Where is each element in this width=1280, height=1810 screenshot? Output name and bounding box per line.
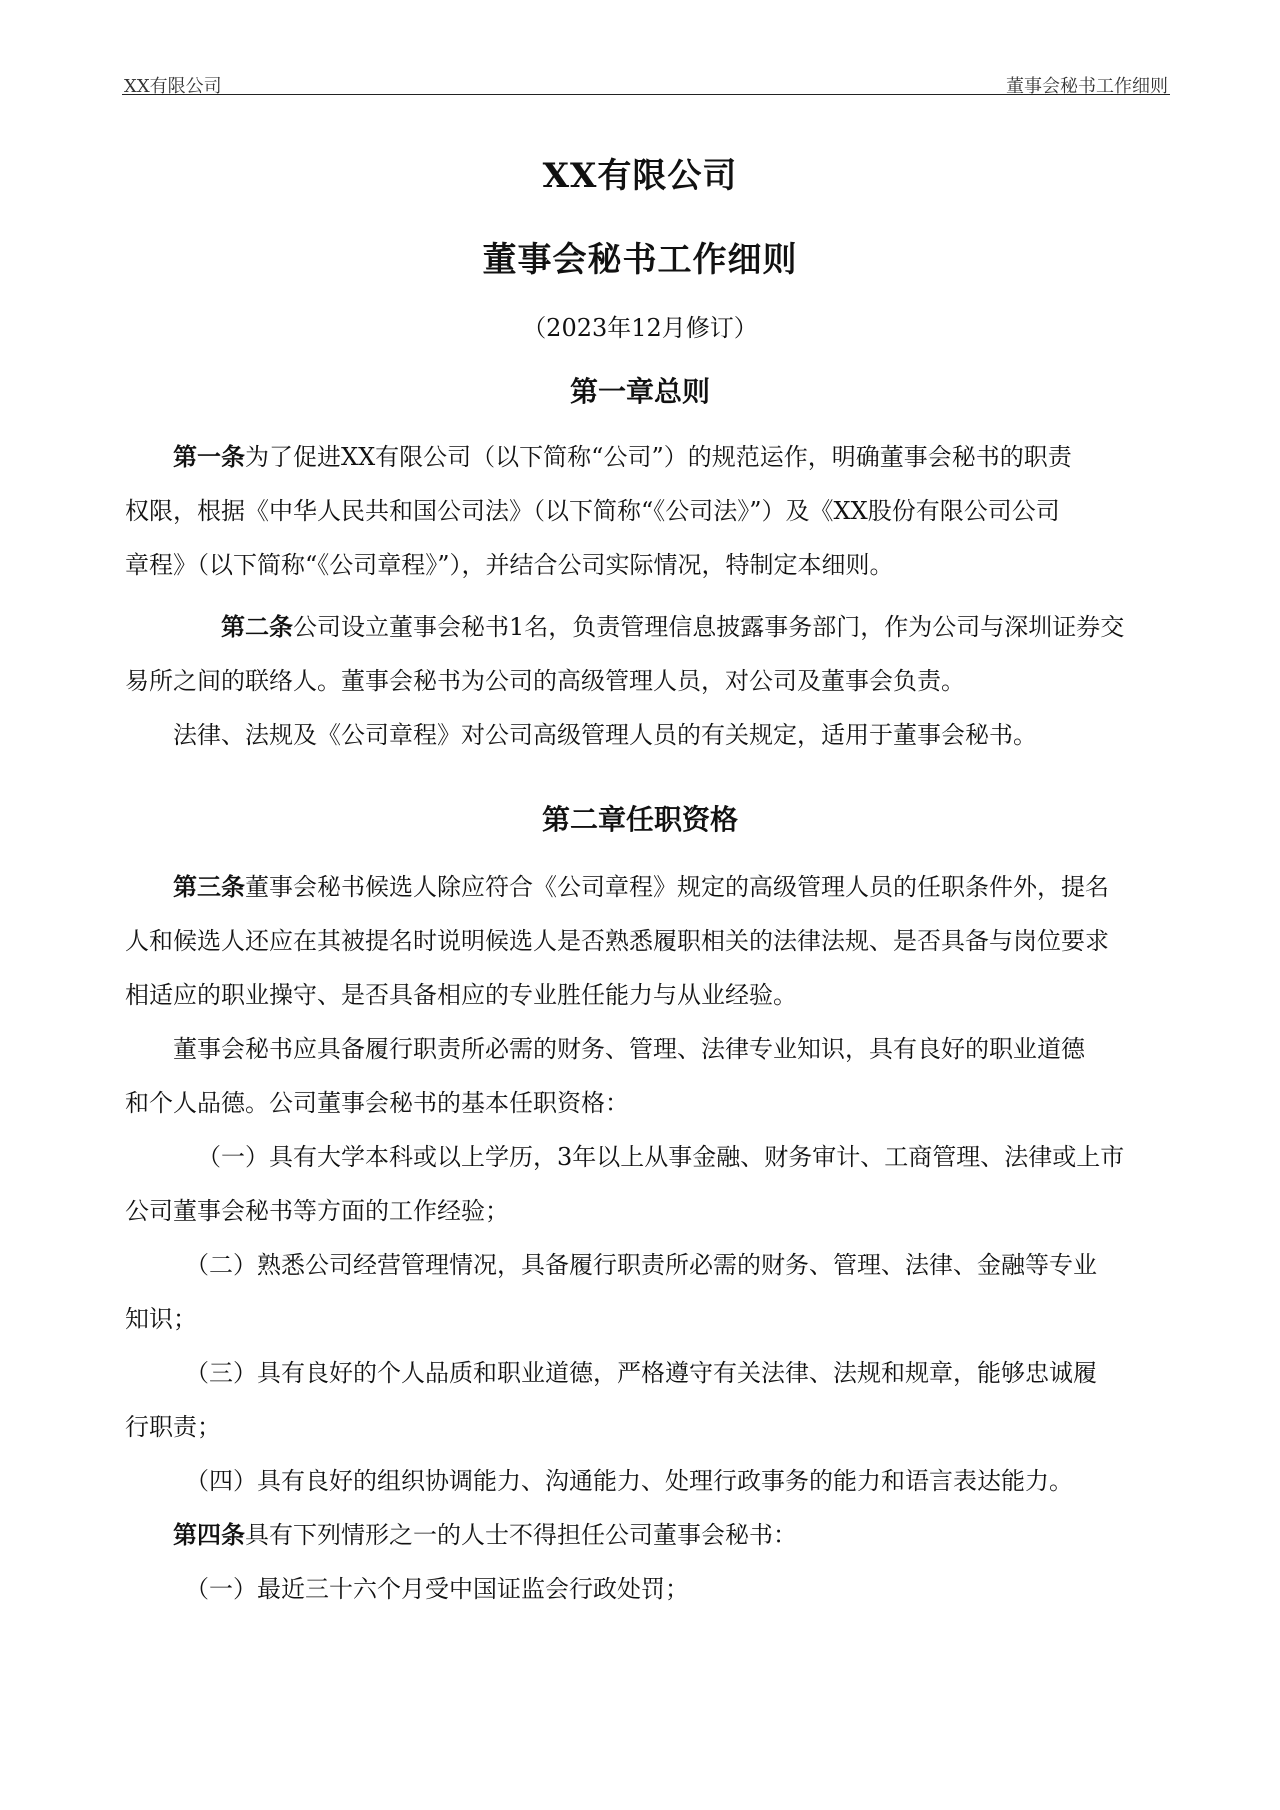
header-document-name: 董事会秘书工作细则	[1006, 76, 1168, 97]
article3-item2-line2: 知识；	[125, 1305, 197, 1333]
article1-line2: 权限，根据《中华人民共和国公司法》（以下简称“《公司法》”）及《XX股份有限公司公司	[125, 497, 1060, 525]
article3-item1-line2: 公司董事会秘书等方面的工作经验；	[125, 1197, 509, 1225]
article1-line1: 为了促进XX有限公司（以下简称“公司”）的规范运作，明确董事会秘书的职责	[245, 443, 1072, 471]
article3-item2-line1: （二）熟悉公司经营管理情况，具备履行职责所必需的财务、管理、法律、金融等专业	[185, 1251, 1097, 1279]
article3	[125, 860, 1170, 1508]
page-header	[122, 70, 1170, 95]
article3-item4: （四）具有良好的组织协调能力、沟通能力、处理行政事务的能力和语言表达能力。	[185, 1467, 1073, 1495]
article4-label: 第四条	[173, 1520, 245, 1549]
article4-item1: （一）最近三十六个月受中国证监会行政处罚；	[185, 1575, 689, 1603]
article4-text: 具有下列情形之一的人士不得担任公司董事会秘书：	[245, 1521, 797, 1549]
article3-item3-line2: 行职责；	[125, 1413, 221, 1441]
article1-line3: 章程》（以下简称“《公司章程》”），并结合公司实际情况，特制定本细则。	[125, 551, 894, 579]
article3-line3: 相适应的职业操守、是否具备相应的专业胜任能力与从业经验。	[125, 981, 797, 1009]
revision-note: （2023年12月修订）	[522, 314, 758, 342]
header-company-name: XX有限公司	[124, 76, 222, 97]
article2-label: 第二条	[221, 612, 293, 641]
article2	[125, 600, 1170, 762]
article3-para2-line2: 和个人品德。公司董事会秘书的基本任职资格：	[125, 1089, 629, 1117]
article2-para2: 法律、法规及《公司章程》对公司高级管理人员的有关规定，适用于董事会秘书。	[173, 721, 1037, 749]
article3-para2-line1: 董事会秘书应具备履行职责所必需的财务、管理、法律专业知识，具有良好的职业道德	[173, 1035, 1085, 1063]
article1-label: 第一条	[173, 442, 245, 471]
article3-item1-line1: （一）具有大学本科或以上学历，3年以上从事金融、财务审计、工商管理、法律或上市	[197, 1143, 1125, 1171]
article3-line2: 人和候选人还应在其被提名时说明候选人是否熟悉履职相关的法律法规、是否具备与岗位要求	[125, 927, 1109, 955]
article2-line1: 公司设立董事会秘书1名，负责管理信息披露事务部门，作为公司与深圳证券交	[293, 613, 1125, 641]
document-title: 董事会秘书工作细则	[482, 240, 798, 280]
article1	[125, 430, 1170, 592]
article3-item3-line1: （三）具有良好的个人品质和职业道德，严格遵守有关法律、法规和规章，能够忠诚履	[185, 1359, 1097, 1387]
article3-line1: 董事会秘书候选人除应符合《公司章程》规定的高级管理人员的任职条件外，提名	[245, 873, 1109, 901]
chapter2-heading: 第二章任职资格	[541, 803, 738, 836]
chapter1-heading: 第一章总则	[569, 375, 710, 408]
article4	[125, 1508, 1170, 1616]
article2-line2: 易所之间的联络人。董事会秘书为公司的高级管理人员，对公司及董事会负责。	[125, 667, 965, 695]
company-title: XX有限公司	[542, 156, 738, 196]
article3-label: 第三条	[173, 872, 245, 901]
